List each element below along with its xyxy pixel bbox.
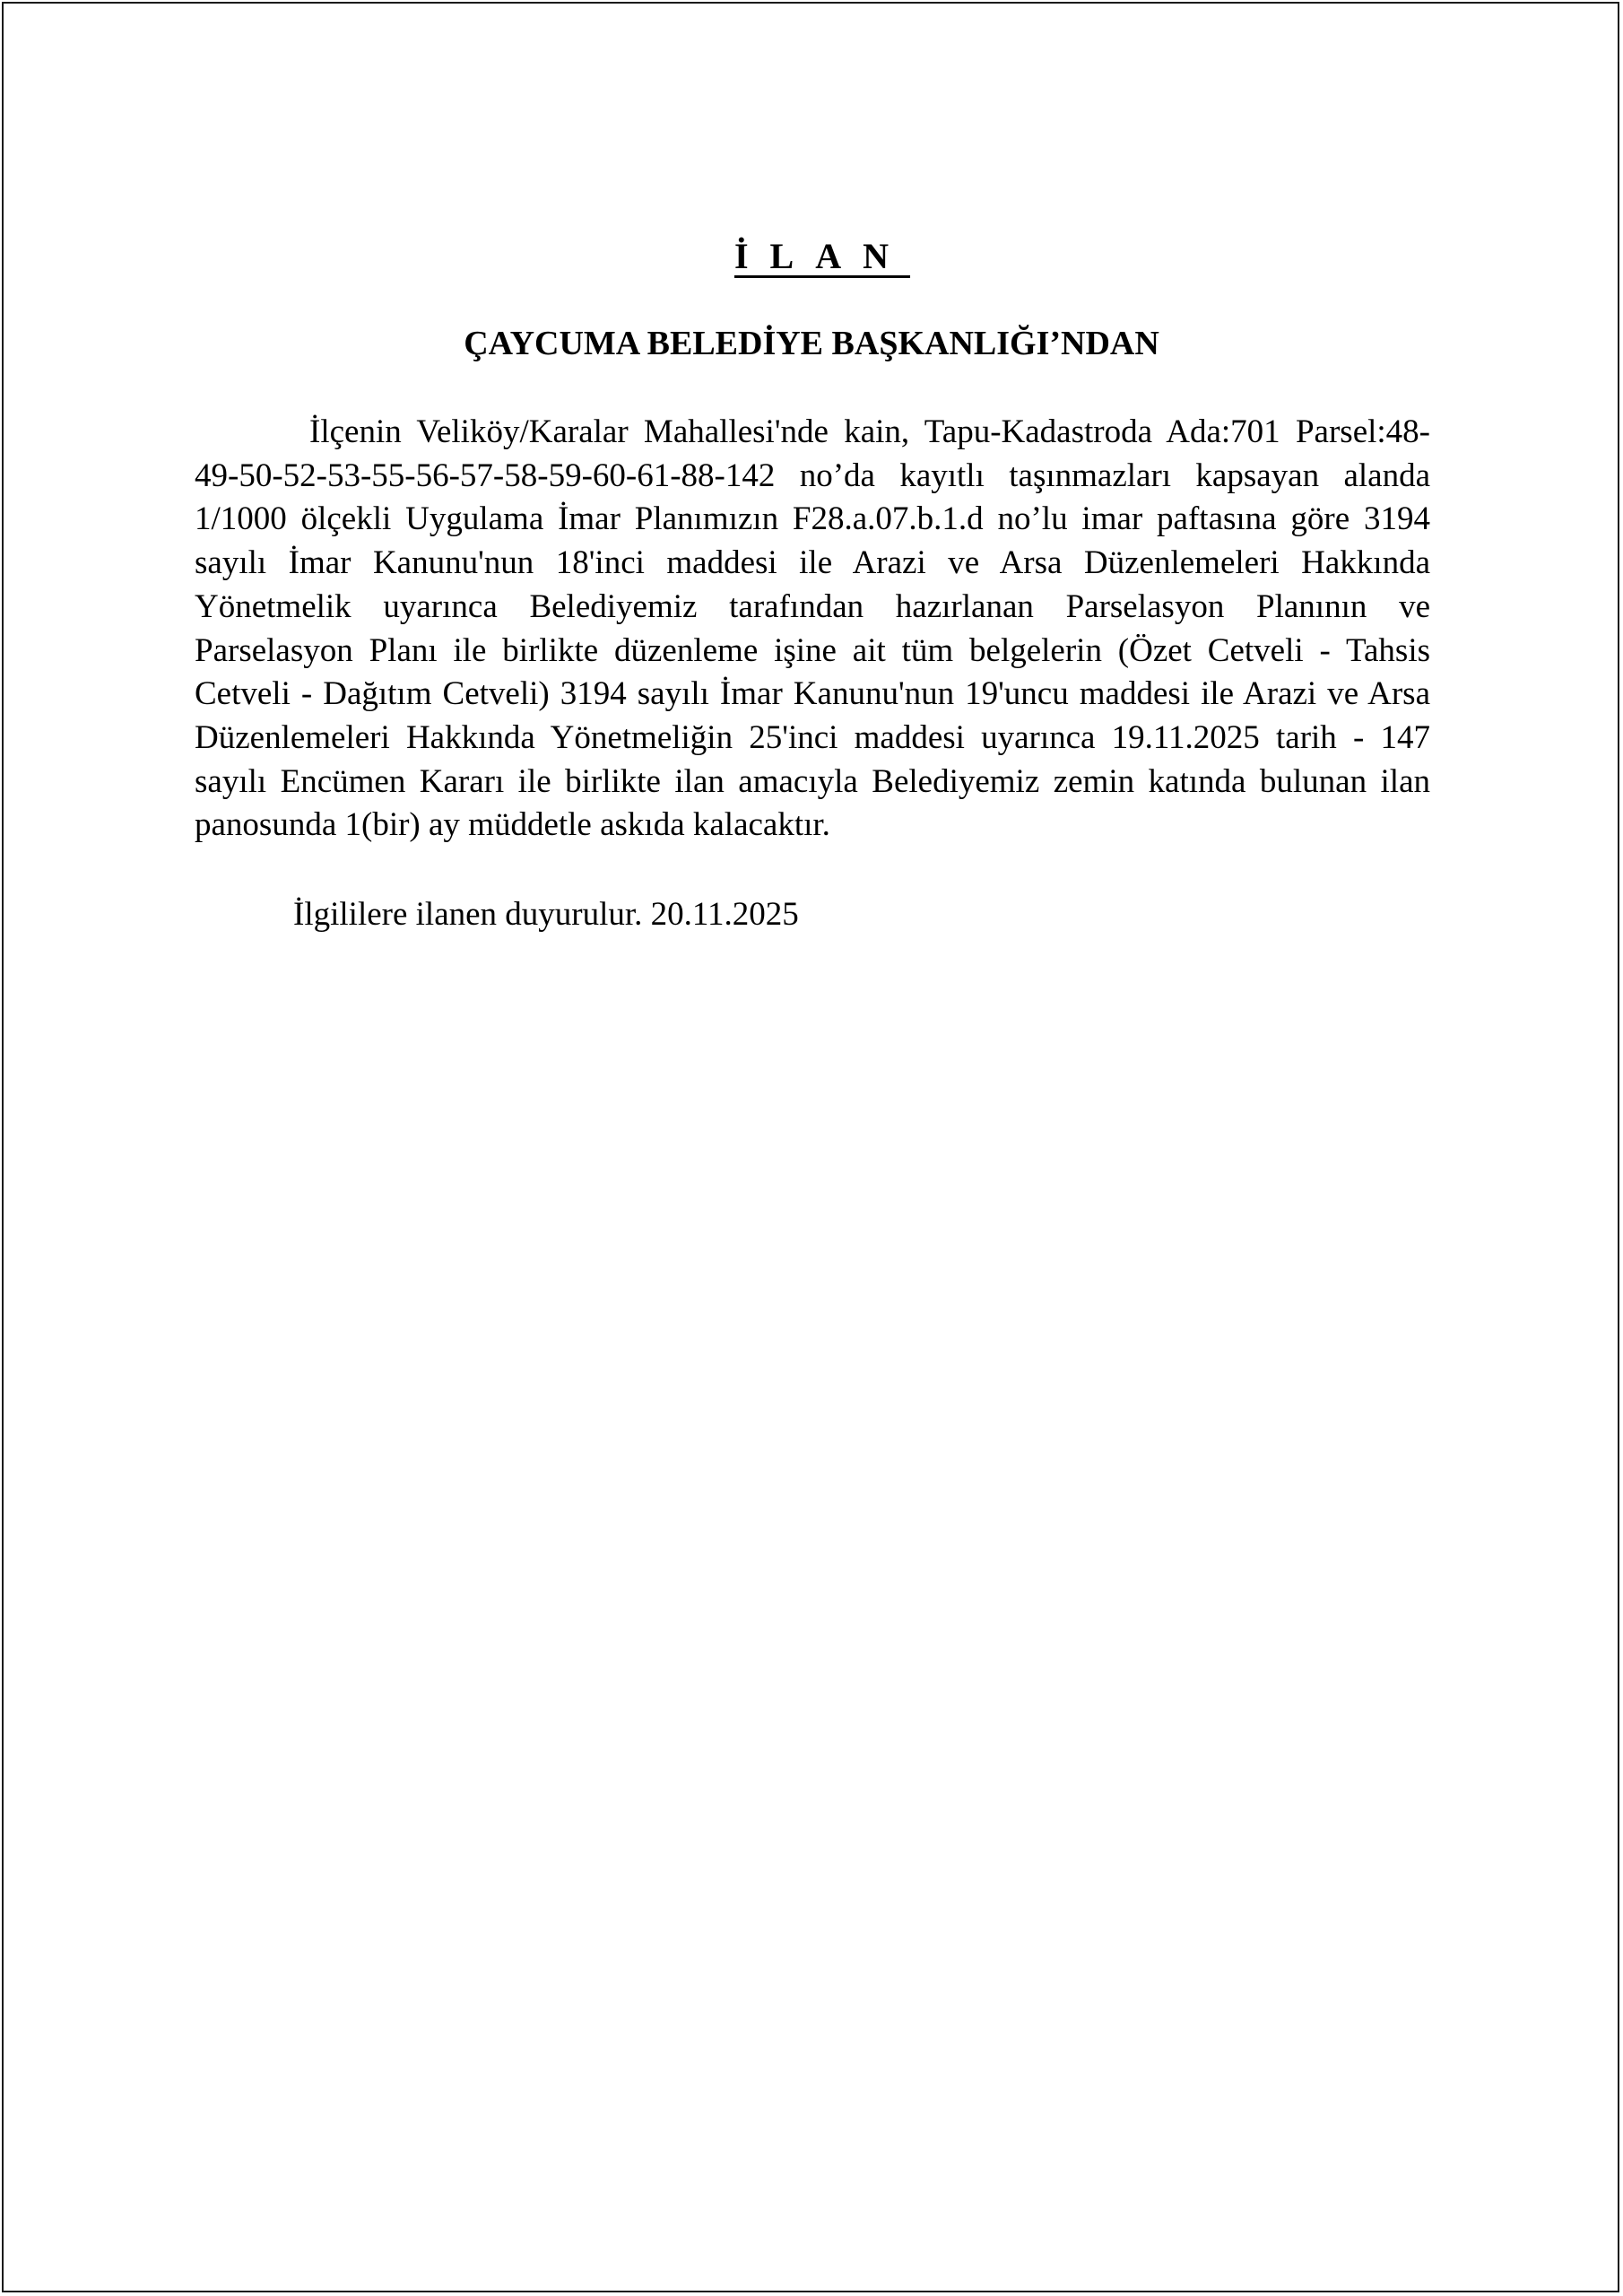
announcement-body: İlçenin Veliköy/Karalar Mahallesi'nde kain, Tapu-Kadastroda Ada:701 Parsel:48-49-50-52-53-55-56-57-58-59-60-61-88-142 no’da kayıtlı taşınmazları kapsayan alanda 1/1000 ölçekli Uygulama İmar Planımızın F28.a.07.b.1.d no’lu imar paftasına göre 3194 sayılı İmar Kanunu'nun 18'inci maddesi ile Arazi ve Arsa Düzenlemeleri Hakkında Yönetmelik uyarınca Belediyemiz tarafından hazırlanan Parselasyon Planının ve Parselasyon Planı ile birlikte düzenleme işine ait tüm belgelerin (Özet Cetveli - Tahsis Cetveli - Dağıtım Cetveli) 3194 sayılı İmar Kanunu'nun 19'uncu maddesi ile Arazi ve Arsa Düzenlemeleri Hakkında Yönetmeliğin 25'inci maddesi uyarınca 19.11.2025 tarih - 147 sayılı Encümen Kararı ile birlikte ilan amacıyla Belediyemiz zemin katında bulunan ilan panosunda 1(bir) ay müddetle askıda kalacaktır. — [195, 413, 1430, 844]
closing-line: İlgililere ilanen duyurulur. 20.11.2025 — [293, 896, 799, 933]
issuer-heading: ÇAYCUMA BELEDİYE BAŞKANLIĞI’NDAN — [464, 325, 1159, 362]
announcement-title-text: İLAN — [733, 236, 911, 276]
announcement-title — [0, 235, 1623, 277]
